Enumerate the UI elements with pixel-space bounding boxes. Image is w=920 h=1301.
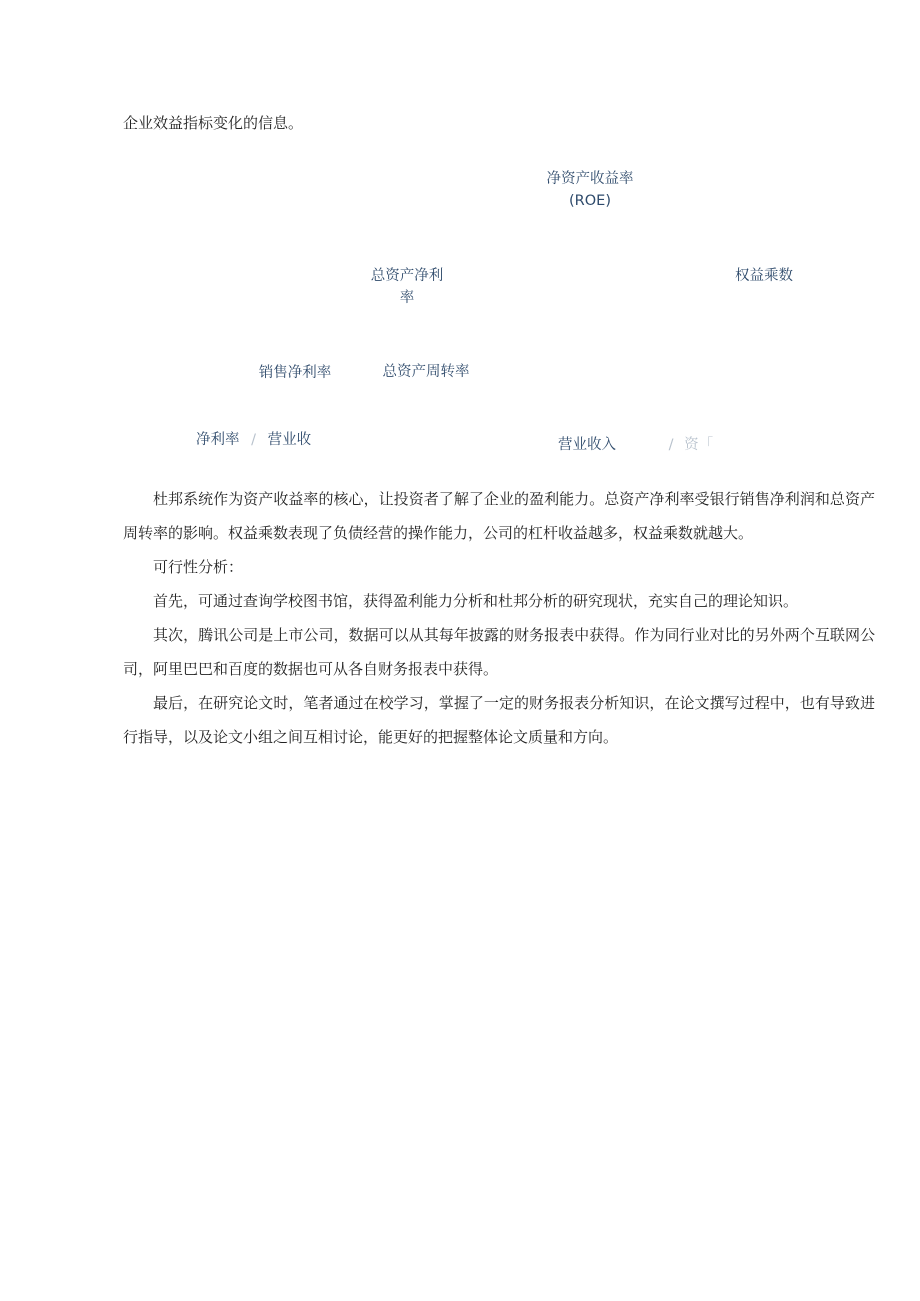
node-bottom-left-row — [196, 429, 311, 451]
node-net-profit: 净利率 — [196, 432, 240, 448]
paragraph-dupont-summary: 杜邦系统作为资产收益率的核心，让投资者了解了企业的盈利能力。总资产净利率受银行销售净利润和总资产周转率的影响。权益乘数表现了负债经营的操作能力，公司的杠杆收益越多，权益乘数就越大。 — [123, 490, 875, 542]
paragraph-first: 首先，可通过查询学校图书馆，获得盈利能力分析和杜邦分析的研究现状，充实自己的理论知识。 — [153, 592, 799, 610]
intro-tail-text: 企业效益指标变化的信息。 — [123, 114, 304, 132]
node-total-asset-line2: 率 — [399, 290, 415, 306]
node-roe — [540, 168, 640, 212]
node-asset-turnover: 总资产周转率 — [382, 364, 470, 380]
paragraph-second: 其次，腾讯公司是上市公司，数据可以从其每年披露的财务报表中获得。作为同行业对比的另外两个互联网公司，阿里巴巴和百度的数据也可从各自财务报表中获得。 — [123, 626, 875, 678]
slash-divider-2: / — [668, 437, 674, 453]
node-total-asset-net-margin — [362, 265, 452, 309]
paragraph-last: 最后，在研究论文时，笔者通过在校学习，掌握了一定的财务报表分析知识，在论文撰写过程中，也有导致进行指导，以及论文小组之间互相讨论，能更好的把握整体论文质量和方向。 — [123, 694, 875, 746]
slash-divider-1: / — [251, 432, 256, 448]
body-text — [123, 482, 875, 754]
node-bottom-right-row — [558, 434, 713, 456]
node-equity-multiplier: 权益乘数 — [735, 268, 793, 284]
paragraph-feasibility-heading: 可行性分析： — [153, 558, 244, 576]
node-sales-net-margin: 销售净利率 — [258, 365, 332, 381]
node-roe-line2: (ROE) — [569, 193, 611, 209]
node-roe-line1: 净资产收益率 — [546, 171, 634, 187]
node-revenue-fragment: 营业收 — [267, 432, 312, 448]
node-revenue: 营业收入 — [558, 437, 616, 453]
node-assets-fragment: 资「 — [684, 437, 714, 453]
node-total-asset-line1: 总资产净利 — [370, 268, 444, 284]
